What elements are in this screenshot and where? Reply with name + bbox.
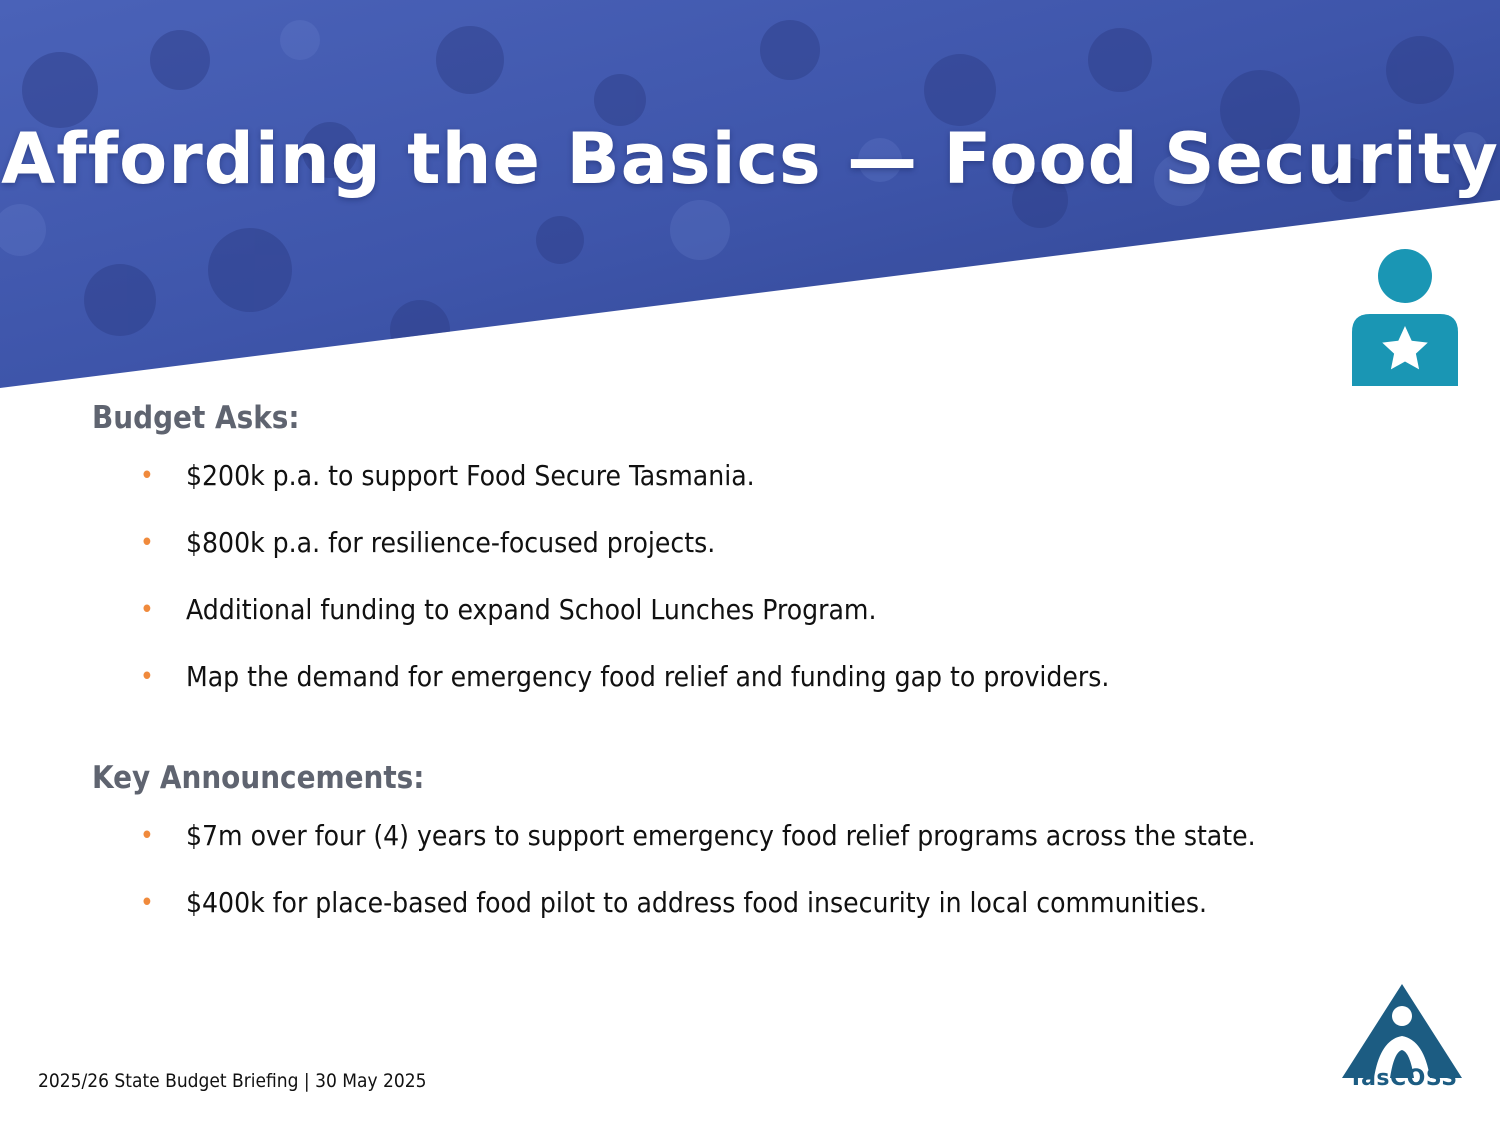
list-item-text: $7m over four (4) years to support emergency food relief programs across the state. (186, 819, 1256, 852)
list-item (140, 818, 1256, 885)
list-item-text: $400k for place-based food pilot to address food insecurity in local communities. (186, 886, 1208, 919)
list-item (140, 592, 1109, 659)
bullet-icon: • (140, 461, 154, 491)
list-item-text: Additional funding to expand School Lunches Program. (186, 593, 877, 626)
bullet-icon: • (140, 595, 154, 625)
list-item (140, 525, 1109, 592)
list-item-text: Map the demand for emergency food relief and funding gap to providers. (186, 660, 1110, 693)
list-item (140, 885, 1256, 952)
bullet-icon: • (140, 821, 154, 851)
footer-text: 2025/26 State Budget Briefing | 30 May 2025 (38, 1070, 427, 1092)
budget-asks-list (140, 458, 1109, 726)
key-announcements-heading: Key Announcements: (92, 760, 425, 796)
bullet-icon: • (140, 888, 154, 918)
key-announcements-list (140, 818, 1256, 952)
slide-title: Affording the Basics — Food Security (1, 118, 1499, 200)
list-item-text: $200k p.a. to support Food Secure Tasmania. (186, 459, 755, 492)
bullet-icon: • (140, 662, 154, 692)
budget-asks-heading: Budget Asks: (92, 400, 300, 436)
bullet-icon: • (140, 528, 154, 558)
person-star-icon (1352, 248, 1458, 386)
list-item (140, 659, 1109, 726)
logo-wordmark: TasCOSS (1348, 1066, 1458, 1091)
list-item-text: $800k p.a. for resilience-focused projects. (186, 526, 716, 559)
list-item (140, 458, 1109, 525)
